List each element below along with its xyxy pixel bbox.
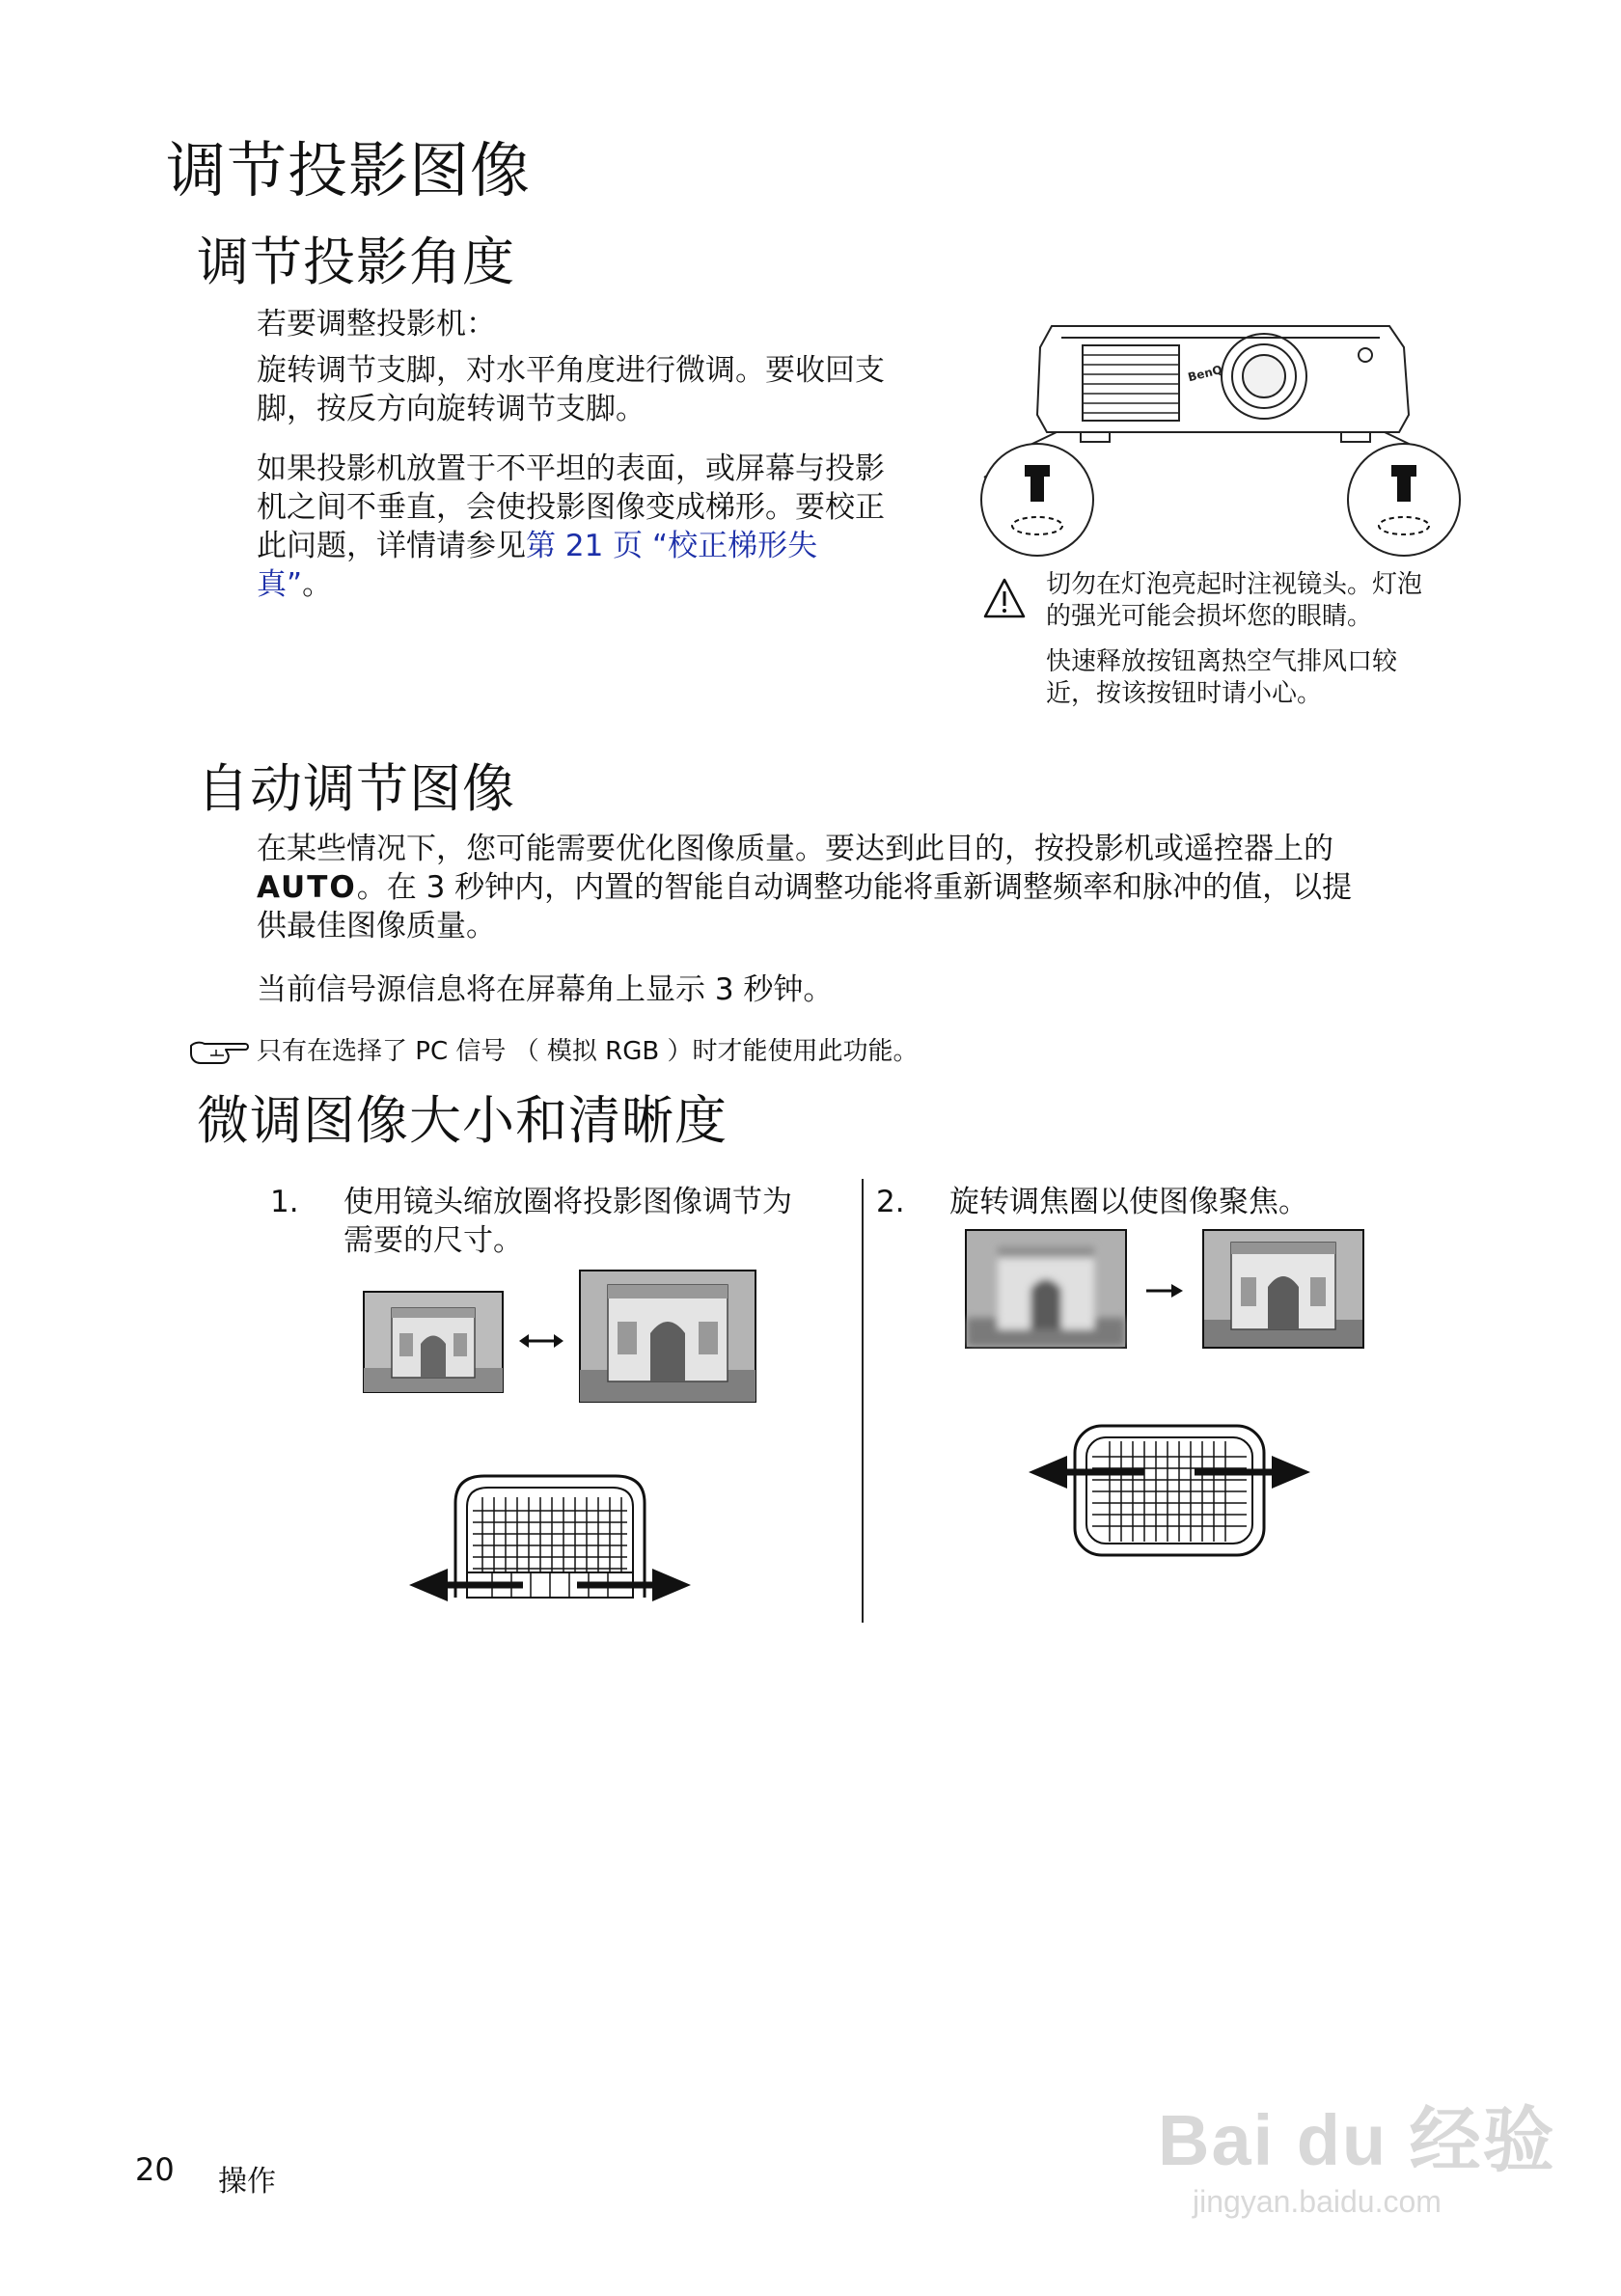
footer-section: 操作 [218,2165,276,2199]
section-heading-auto: 自动调节图像 [197,758,515,819]
keystone-link-cont[interactable]: 真” [257,567,303,602]
double-arrow-icon [517,1329,565,1353]
warning-text-1: 切勿在灯泡亮起时注视镜头。灯泡 的强光可能会损坏您的眼睛。 [1046,570,1423,631]
arch-image-small [363,1291,504,1393]
arch-image-sharp [1202,1229,1364,1349]
watermark-logo: Bai du 经验 [1158,2100,1556,2180]
zoom-ring-diagram [405,1468,695,1611]
section-heading-angle: 调节投影角度 [197,232,515,292]
column-divider [862,1179,864,1623]
pointing-hand-icon [187,1038,251,1067]
auto-paragraph-1: 在某些情况下，您可能需要优化图像质量。要达到此目的，按投影机或遥控器上的 AUTO。在 3 秒钟内，内置的智能自动调整功能将重新调整频率和脉冲的值，以提 供最佳图像质量。 [257,832,1353,943]
focus-ring-diagram [1025,1418,1314,1563]
angle-paragraph-3: 如果投影机放置于不平坦的表面，或屏幕与投影 机之间不垂直，会使投影图像变成梯形。要校正 此问题，详情请参见第 21 页 “校正梯形失 真”。 [257,451,885,602]
step1-text: 使用镜头缩放圈将投影图像调节为 需要的尺寸。 [343,1185,792,1258]
step2-number: 2. [876,1185,905,1219]
auto-paragraph-2: 当前信号源信息将在屏幕角上显示 3 秒钟。 [257,972,834,1007]
warning-text-2: 快速释放按钮离热空气排风口较 近，按该按钮时请小心。 [1046,647,1398,708]
page-number: 20 [135,2151,175,2188]
auto-key-label: AUTO [257,870,357,905]
step2-text: 旋转调焦圈以使图像聚焦。 [949,1185,1308,1219]
section-heading-fine: 微调图像大小和清晰度 [197,1090,728,1151]
warning-icon [982,577,1027,619]
note-text: 只有在选择了 PC 信号 （ 模拟 RGB ）时才能使用此功能。 [257,1037,919,1066]
page-title: 调节投影图像 [166,135,532,205]
watermark-url: jingyan.baidu.com [1193,2184,1442,2219]
step1-number: 1. [270,1185,299,1219]
angle-paragraph-2: 旋转调节支脚，对水平角度进行微调。要收回支 脚，按反方向旋转调节支脚。 [257,353,885,426]
arrow-right-icon [1144,1281,1185,1300]
brand-logo: BenQ [1186,362,1224,385]
keystone-link[interactable]: 第 21 页 “校正梯形失 [526,529,818,563]
projector-illustration [975,309,1467,560]
angle-paragraph-1: 若要调整投影机： [257,307,496,342]
arch-image-blurred [965,1229,1127,1349]
arch-image-large [579,1270,756,1403]
